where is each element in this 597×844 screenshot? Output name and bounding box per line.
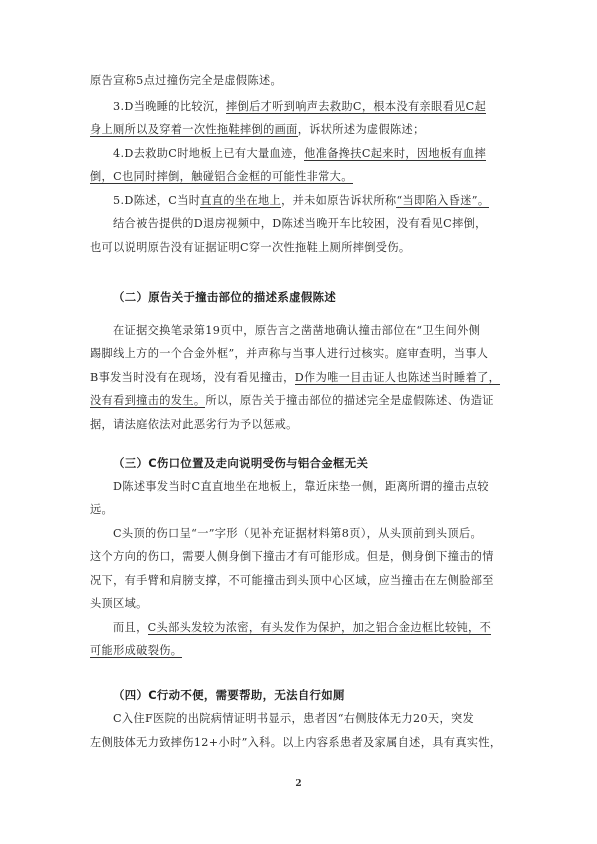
section-heading: （二）原告关于撞击部位的描述系虚假陈述 <box>113 290 337 304</box>
text: 3.D当晚睡的比较沉， <box>113 100 226 113</box>
underlined-text: 摔倒后才听到响声去救助C，根本没有亲眼看见C起 <box>226 100 487 113</box>
underlined-text: 直直的坐在地上 <box>200 194 282 207</box>
paragraph-line: 远。 <box>90 503 114 516</box>
underlined-text: C头部头发较为浓密，有头发作为保护，加之铝合金边框比较钝，不 <box>147 621 492 634</box>
text: 所以，原告关于撞击部位的描述完全是虚假陈述、伪造证 <box>205 394 494 407</box>
paragraph-line <box>113 97 510 117</box>
paragraph-line: 头顶区域。 <box>90 597 148 610</box>
paragraph-line: C头顶的伤口呈“一”字形（见补充证据材料第8页），从头顶前到头顶后。 <box>113 527 483 540</box>
paragraph-line <box>113 618 510 638</box>
paragraph-line <box>90 391 510 411</box>
paragraph-line: 况下，有手臂和肩膀支撑，不可能撞击到头顶中心区域，应当撞击在左侧脸部至 <box>90 574 494 587</box>
paragraph-line: C入住F医院的出院病情证明书显示，患者因“右侧肢体无力20天，突发 <box>113 712 475 725</box>
paragraph-line: 在证据交换笔录第19页中，原告言之凿凿地确认撞击部位在“卫生间外侧 <box>113 324 481 337</box>
paragraph-line: 左侧肢体无力致摔伤12+小时”入科。以上内容系患者及家属自述，具有真实性， <box>90 736 502 749</box>
paragraph-line: 结合被告提供的D退房视频中，D陈述当晚开车比较困，没有看见C摔倒， <box>113 217 487 230</box>
text: ，诉状所述为虚假陈述； <box>297 123 425 136</box>
paragraph-line: 据，请法庭依法对此恶劣行为予以惩戒。 <box>90 418 298 431</box>
underlined-text: D作为唯一目击证人也陈述当时睡着了， <box>294 371 501 384</box>
paragraph-line: 原告宣称5点过撞伤完全是虚假陈述。 <box>90 74 283 87</box>
underlined-text: 没有看到撞击的发生。 <box>90 394 206 407</box>
paragraph-line <box>90 368 510 388</box>
text: 而且， <box>113 621 148 634</box>
underlined-text: 倒，C也同时摔倒，触碰铝合金框的可能性非常大。 <box>90 170 353 183</box>
section-heading: （四）C行动不便，需要帮助，无法自行如厕 <box>113 688 345 702</box>
paragraph-line: 也可以说明原告没有证据证明C穿一次性拖鞋上厕所摔倒受伤。 <box>90 241 411 254</box>
underlined-text: 他准备搀扶C起来时，因地板有血摔 <box>304 147 487 160</box>
text: ，并未如原告诉状所称 <box>281 194 397 207</box>
paragraph-line: 踢脚线上方的一个合金外框”，并声称与当事人进行过核实。庭审查明，当事人 <box>90 347 489 360</box>
paragraph-line <box>90 167 510 187</box>
underlined-text: 可能形成破裂伤。 <box>90 644 183 657</box>
text: 5.D陈述，C当时 <box>113 194 201 207</box>
page-number: 2 <box>295 779 302 789</box>
paragraph-line <box>113 191 510 211</box>
underlined-text: “当即陷入昏迷”。 <box>396 194 490 207</box>
paragraph-line <box>90 120 510 140</box>
paragraph-line: 这个方向的伤口，需要人侧身倒下撞击才有可能形成。但是，侧身倒下撞击的情 <box>90 550 494 563</box>
section-heading: （三）C伤口位置及走向说明受伤与铝合金框无关 <box>113 456 369 470</box>
paragraph-line: D陈述事发当时C直直地坐在地板上，靠近床垫一侧，距离所谓的撞击点较 <box>113 480 489 493</box>
paragraph-line <box>90 641 510 661</box>
paragraph-line <box>113 144 510 164</box>
text: B事发当时没有在现场，没有看见撞击， <box>90 371 295 384</box>
underlined-text: 身上厕所以及穿着一次性拖鞋摔倒的画面 <box>90 123 298 136</box>
text: 4.D去救助C时地板上已有大量血迹， <box>113 147 305 160</box>
